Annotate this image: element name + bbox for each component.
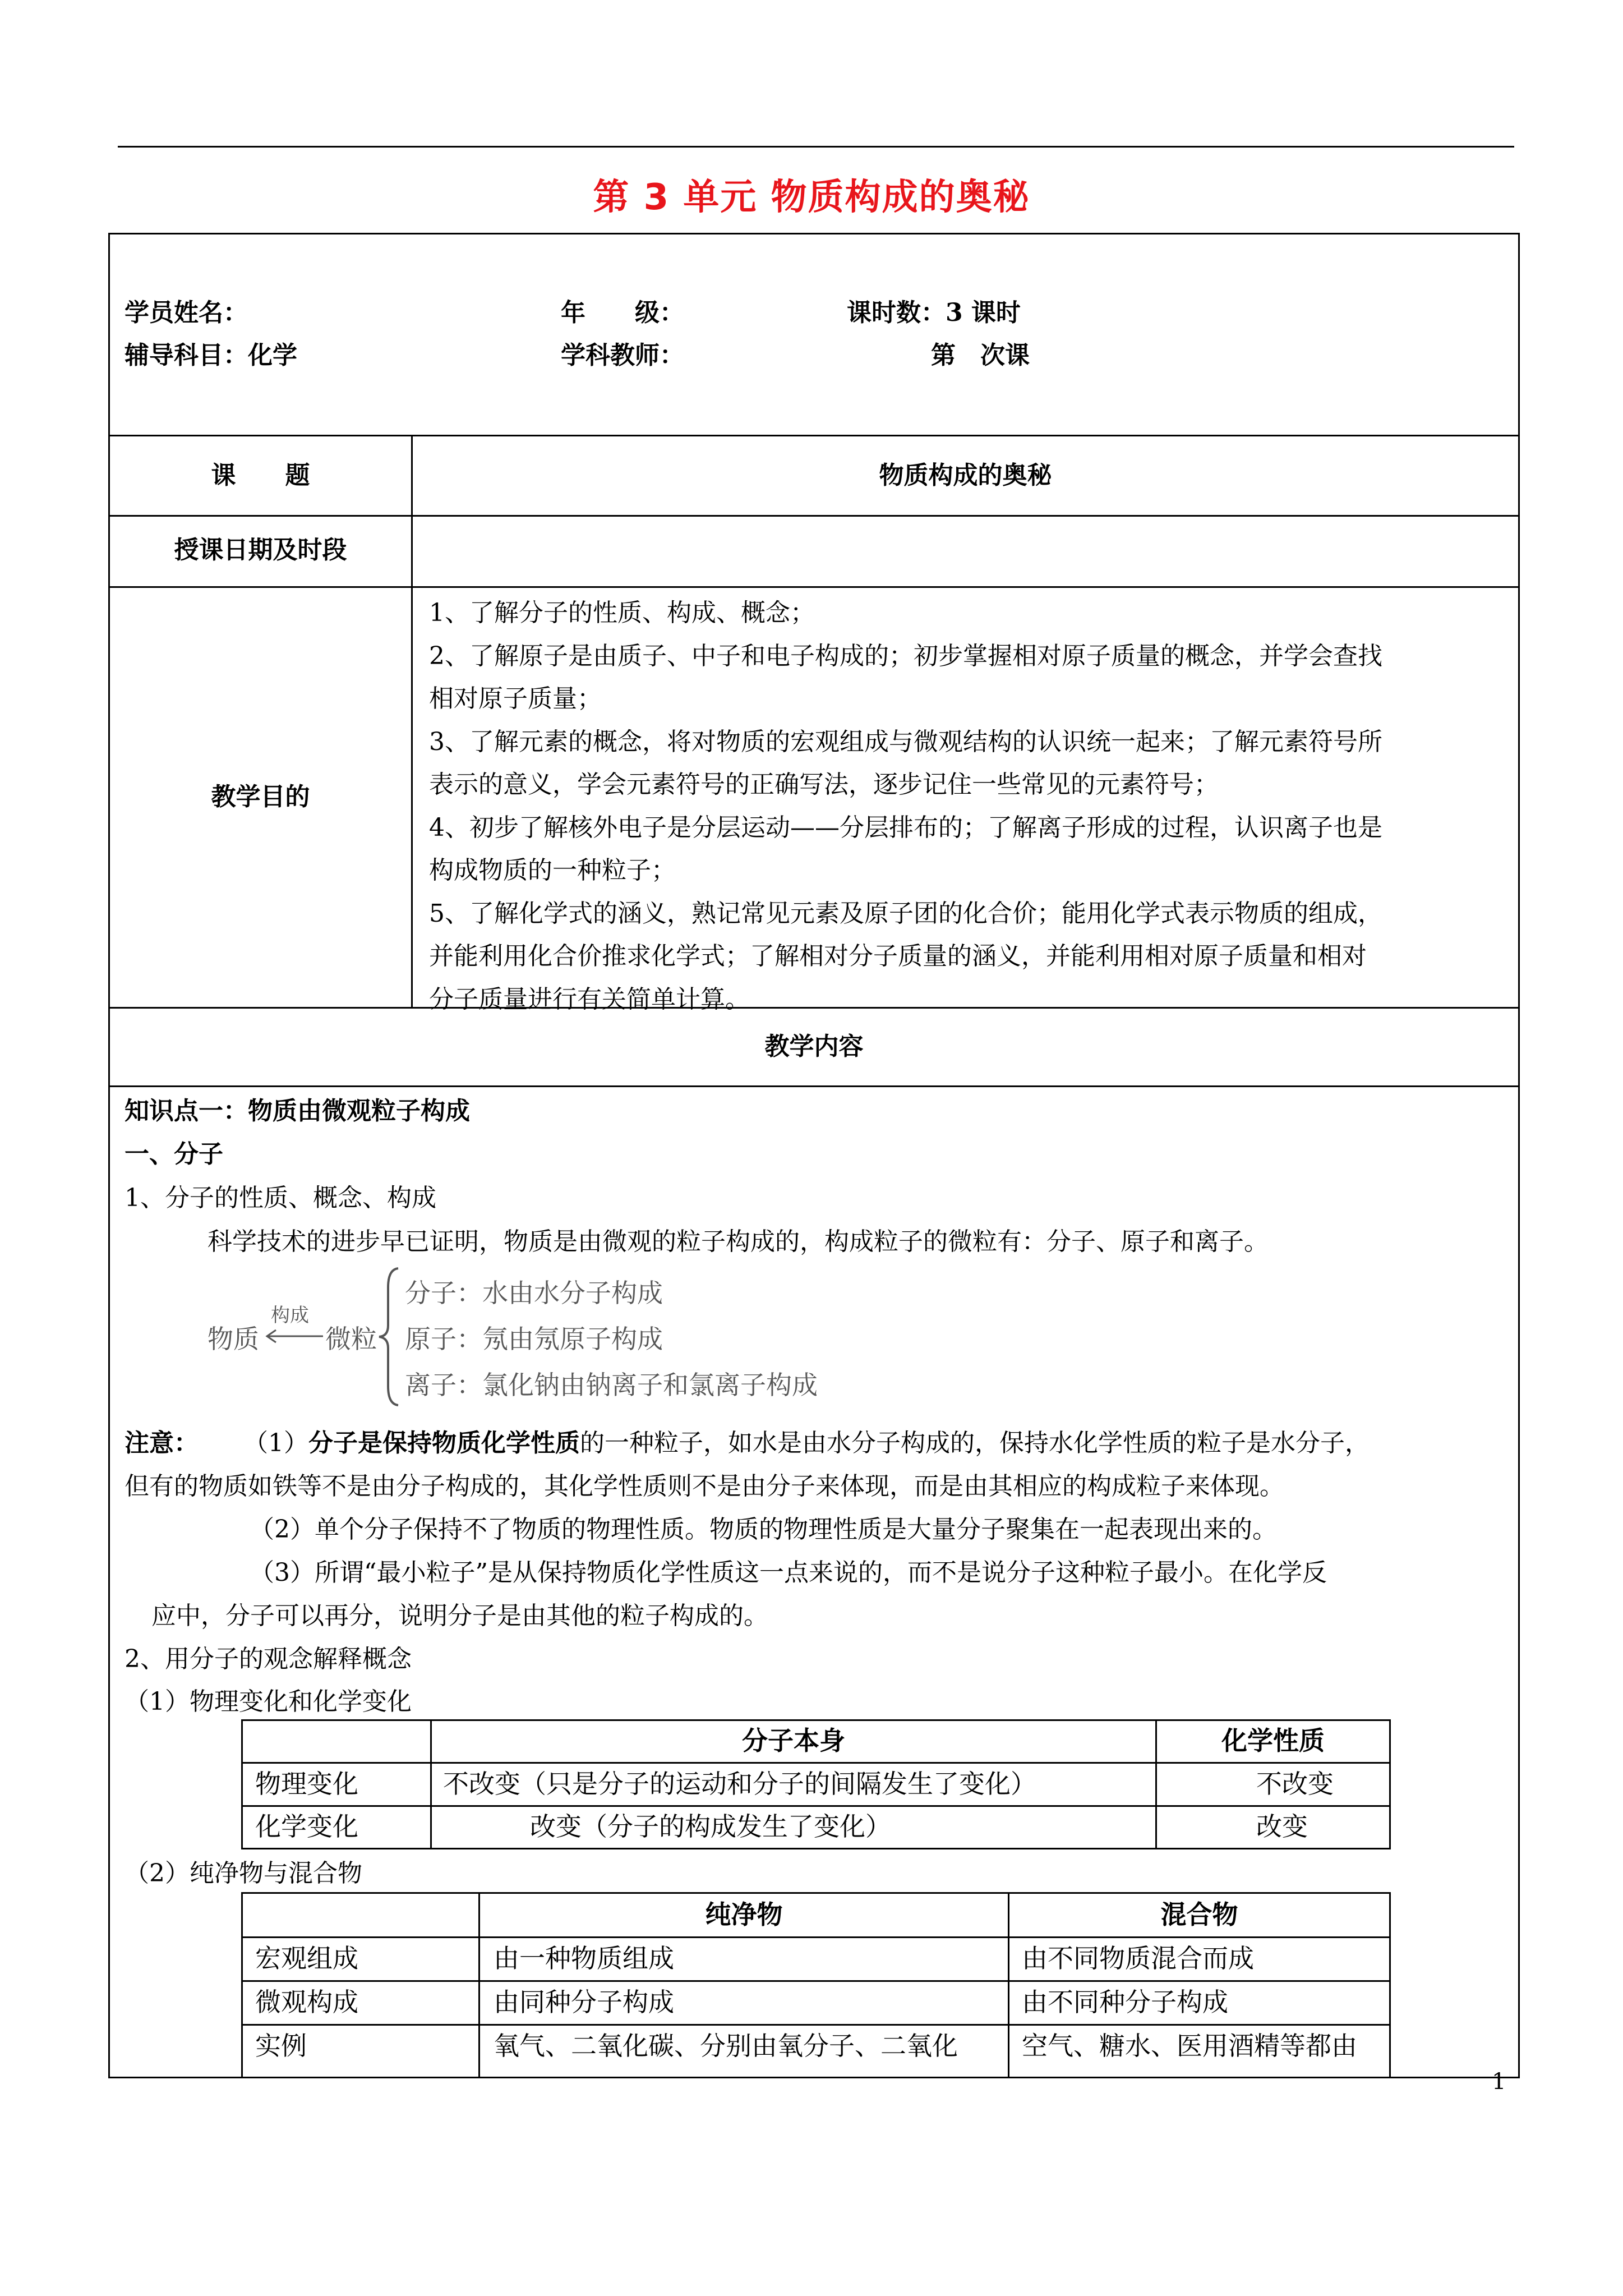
- goal-line: 并能利用化合价推求化学式；了解相对分子质量的涵义，并能利用相对原子质量和相对: [429, 942, 1367, 970]
- table-line: [241, 1719, 1391, 1721]
- teacher-label: 学科教师：: [561, 341, 684, 370]
- goal-line: 1、了解分子的性质、构成、概念；: [429, 599, 815, 627]
- goals-label: 教学目的: [211, 783, 310, 811]
- subsection-2-2: （2）纯净物与混合物: [125, 1859, 362, 1888]
- table-cell: 由同种分子构成: [494, 1987, 674, 2017]
- table-row-label: 宏观组成: [255, 1943, 358, 1973]
- table-line: [241, 1805, 1391, 1807]
- table-row-label: 微观构成: [255, 1987, 358, 2017]
- table-line: [241, 2024, 1391, 2026]
- subsection-title-2: 2、用分子的观念解释概念: [125, 1645, 412, 1673]
- table-line: [1389, 1719, 1391, 1849]
- goals-list: [429, 592, 1520, 1021]
- table-cell: 改变（分子的构成发生了变化）: [530, 1811, 891, 1842]
- diagram-item-ion: 离子：氯化钠由钠离子和氯离子构成: [405, 1370, 818, 1400]
- table-cell: 空气、糖水、医用酒精等都由: [1022, 2031, 1357, 2061]
- row-line: [108, 435, 1520, 436]
- table-cell: 氧气、二氧化碳、分别由氧分子、二氧化: [494, 2031, 958, 2061]
- frame-right: [1518, 233, 1520, 2078]
- arrow-left-icon: [264, 1328, 325, 1345]
- note1-prefix: （1）: [243, 1429, 308, 1457]
- table2-header: 混合物: [1160, 1899, 1238, 1930]
- topic-label: 课 题: [211, 461, 310, 490]
- section-title: 一、分子: [125, 1140, 223, 1168]
- subsection-title: 1、分子的性质、概念、构成: [125, 1184, 436, 1212]
- row-line: [108, 586, 1520, 588]
- goal-line: 5、了解化学式的涵义，熟记常见元素及原子团的化合价；能用化学式表示物质的组成，: [429, 899, 1382, 928]
- note-label: 注意：: [125, 1429, 199, 1457]
- note1-bold: 分子是保持物质化学性质: [308, 1429, 580, 1457]
- table-row-label: 化学变化: [255, 1811, 358, 1842]
- grade-label: 年 级：: [561, 298, 684, 327]
- row-line: [108, 1085, 1520, 1087]
- note-3-line-1: （3）所谓“最小粒子”是从保持物质化学性质这一点来说的，而不是说分子这种粒子最小。在化学反: [250, 1558, 1327, 1587]
- lesson-label: 第 次课: [931, 341, 1030, 370]
- table-row-label: 实例: [255, 2031, 307, 2061]
- table-line: [241, 1892, 1391, 1894]
- diagram-arrow-label: 构成: [271, 1304, 309, 1327]
- table-cell: 不改变（只是分子的运动和分子的间隔发生了变化）: [443, 1769, 1036, 1799]
- table-cell: 由一种物质组成: [494, 1943, 674, 1973]
- table2-header: 纯净物: [705, 1899, 783, 1930]
- frame-bottom: [108, 2077, 1520, 2078]
- composition-diagram: [208, 1265, 937, 1408]
- subsection-2-1: （1）物理变化和化学变化: [125, 1687, 412, 1716]
- table-row-label: 物理变化: [255, 1769, 358, 1799]
- content-label: 教学内容: [764, 1032, 864, 1061]
- hours-label: 课时数：3 课时: [847, 298, 1021, 327]
- topic-value: 物质构成的奥秘: [879, 461, 1052, 490]
- table-cell: 不改变: [1256, 1769, 1334, 1799]
- note-line-1: [125, 1428, 1370, 1459]
- diagram-particle: 微粒: [325, 1324, 377, 1354]
- diagram-matter: 物质: [208, 1324, 259, 1354]
- note-2: （2）单个分子保持不了物质的物理性质。物质的物理性质是大量分子聚集在一起表现出来的。: [250, 1515, 1277, 1544]
- header-rule: [118, 146, 1514, 148]
- table1-header: 分子本身: [742, 1726, 845, 1756]
- table-cell: 改变: [1256, 1811, 1308, 1842]
- knowledge-point-title: 知识点一：物质由微观粒子构成: [125, 1097, 470, 1125]
- note1-rest: 的一种粒子，如水是由水分子构成的，保持水化学性质的粒子是水分子，: [580, 1429, 1370, 1457]
- table-line: [241, 1719, 243, 1849]
- table-line: [241, 1892, 243, 2077]
- table-line: [241, 1980, 1391, 1982]
- goal-line: 分子质量进行有关简单计算。: [429, 984, 750, 1014]
- page-number: 1: [1492, 2069, 1506, 2095]
- diagram-item-molecule: 分子：水由水分子构成: [405, 1278, 663, 1308]
- row-line: [108, 515, 1520, 517]
- goal-line: 4、初步了解核外电子是分层运动——分层排布的；了解离子形成的过程，认识离子也是: [429, 813, 1382, 842]
- page-title: 第 3 单元 物质构成的奥秘: [593, 177, 1030, 218]
- goal-line: 相对原子质量；: [429, 684, 602, 713]
- diagram-item-atom: 原子：氖由氖原子构成: [405, 1324, 663, 1354]
- goal-line: 3、了解元素的概念，将对物质的宏观组成与微观结构的认识统一起来；了解元素符号所: [429, 727, 1382, 756]
- goal-line: 构成物质的一种粒子；: [429, 856, 676, 885]
- table-line: [1389, 1892, 1391, 2077]
- goal-line: 2、了解原子是由质子、中子和电子构成的；初步掌握相对原子质量的概念，并学会查找: [429, 641, 1382, 670]
- goal-line: 表示的意义，学会元素符号的正确写法，逐步记住一些常见的元素符号；: [429, 770, 1219, 799]
- table-line: [241, 1848, 1391, 1849]
- frame-top: [108, 233, 1520, 234]
- student-name-label: 学员姓名：: [125, 298, 248, 327]
- frame-left: [108, 233, 110, 2078]
- intro-paragraph: 科学技术的进步早已证明，物质是由微观的粒子构成的，构成粒子的微粒有：分子、原子和离子。: [208, 1227, 1269, 1256]
- note-line-2: 但有的物质如铁等不是由分子构成的，其化学性质则不是由分子来体现，而是由其相应的构成粒子来体现。: [125, 1472, 1284, 1501]
- table-line: [241, 1762, 1391, 1764]
- date-label: 授课日期及时段: [174, 536, 347, 564]
- subject-label: 辅导科目：化学: [125, 341, 297, 370]
- note-3-line-2: 应中，分子可以再分，说明分子是由其他的粒子构成的。: [151, 1602, 768, 1630]
- col-divider: [411, 435, 413, 1008]
- table1-header: 化学性质: [1221, 1726, 1325, 1756]
- table-line: [241, 1936, 1391, 1938]
- table-cell: 由不同物质混合而成: [1022, 1943, 1254, 1973]
- table-cell: 由不同种分子构成: [1022, 1987, 1228, 2017]
- brace-icon: [376, 1265, 404, 1408]
